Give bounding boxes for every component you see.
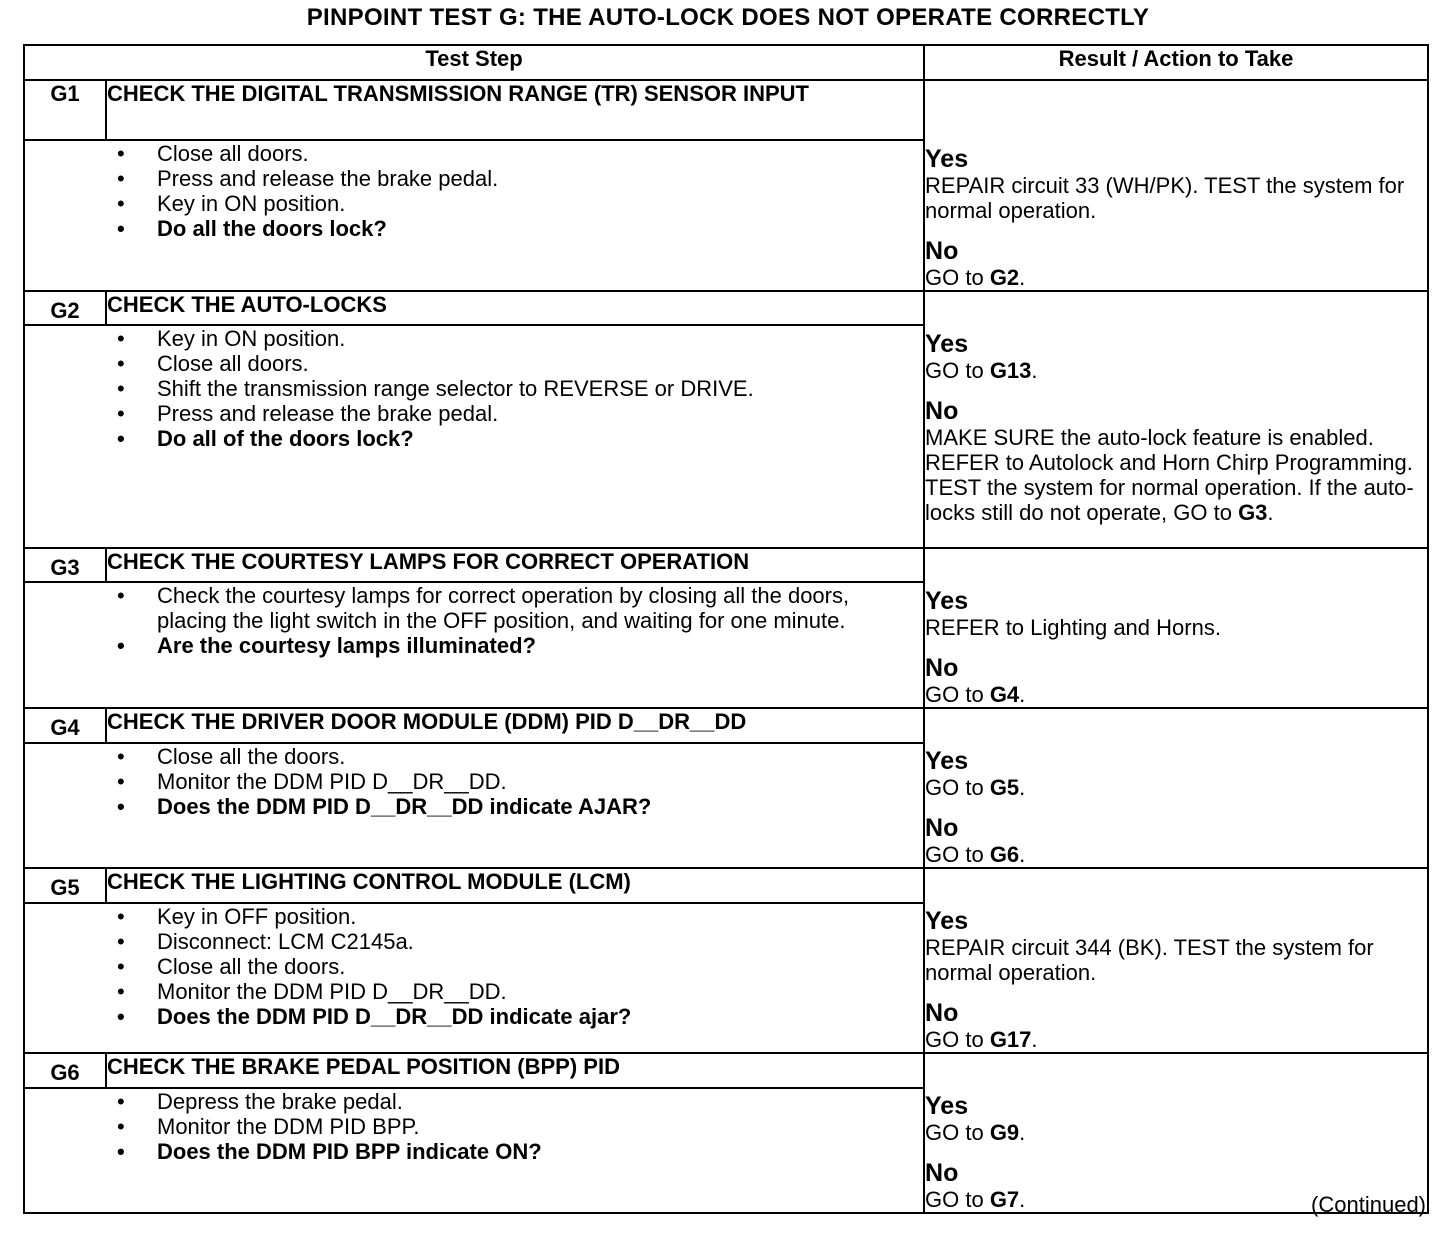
step-item: • Key in ON position.	[157, 326, 923, 351]
no-text: GO to G7.	[925, 1187, 1026, 1212]
step-instructions	[24, 903, 924, 1053]
no-label: No	[925, 237, 959, 265]
result-cell	[924, 708, 1428, 868]
step-instructions	[24, 1088, 924, 1213]
step-title: CHECK THE DRIVER DOOR MODULE (DDM) PID D__DR__DD	[106, 708, 924, 743]
yes-text: REPAIR circuit 33 (WH/PK). TEST the system for normal operation.	[925, 173, 1405, 223]
step-title: CHECK THE LIGHTING CONTROL MODULE (LCM)	[106, 868, 924, 903]
test-row-title	[24, 868, 1428, 903]
yes-text: GO to G9.	[925, 1120, 1026, 1145]
result-cell	[924, 291, 1428, 548]
result-cell	[924, 548, 1428, 708]
test-row-title	[24, 291, 1428, 325]
step-item: • Close all doors.	[157, 351, 923, 376]
step-id: G1	[24, 80, 106, 140]
step-item: • Monitor the DDM PID D__DR__DD.	[157, 979, 923, 1004]
yes-text: GO to G13.	[925, 358, 1038, 383]
step-instructions	[24, 140, 924, 291]
test-row-title	[24, 548, 1428, 582]
result-cell	[924, 1053, 1428, 1213]
step-item: • Press and release the brake pedal.	[157, 166, 923, 191]
yes-label: Yes	[925, 330, 969, 358]
result-cell	[924, 868, 1428, 1053]
step-item: • Monitor the DDM PID BPP.	[157, 1114, 923, 1139]
step-title: CHECK THE AUTO-LOCKS	[106, 291, 924, 325]
test-row-title	[24, 80, 1428, 140]
step-item: • Check the courtesy lamps for correct operation by closing all the doors, placing the light switch in the OFF position, and waiting for one minute.	[157, 583, 883, 633]
step-item: • Close all the doors.	[157, 744, 923, 769]
no-text: GO to G4.	[925, 682, 1026, 707]
yes-label: Yes	[925, 747, 969, 775]
pinpoint-test-table	[23, 44, 1429, 1214]
step-item: • Key in OFF position.	[157, 904, 923, 929]
page-title: PINPOINT TEST G: THE AUTO-LOCK DOES NOT OPERATE CORRECTLY	[306, 4, 1150, 31]
result-header: Result / Action to Take	[924, 45, 1428, 80]
step-question: • Does the DDM PID D__DR__DD indicate ajar?	[157, 1004, 923, 1029]
step-instructions	[24, 325, 924, 548]
no-text: GO to G17.	[925, 1027, 1038, 1052]
yes-text: REFER to Lighting and Horns.	[925, 615, 1221, 640]
step-id: G4	[24, 708, 106, 743]
no-label: No	[925, 814, 959, 842]
step-item: • Close all doors.	[157, 141, 923, 166]
step-title: CHECK THE BRAKE PEDAL POSITION (BPP) PID	[106, 1053, 924, 1088]
test-row-title	[24, 708, 1428, 743]
no-text: MAKE SURE the auto-lock feature is enabled. REFER to Autolock and Horn Chirp Programming. TEST the system for normal operation. If the auto-locks still do not operate, GO to G3.	[925, 425, 1414, 525]
step-instructions	[24, 582, 924, 708]
table-header-row	[24, 45, 1428, 80]
yes-text: REPAIR circuit 344 (BK). TEST the system for normal operation.	[925, 935, 1374, 985]
step-id: G3	[24, 548, 106, 582]
step-item: • Monitor the DDM PID D__DR__DD.	[157, 769, 923, 794]
yes-label: Yes	[925, 1092, 969, 1120]
yes-label: Yes	[925, 587, 969, 615]
step-question: • Do all the doors lock?	[157, 216, 923, 241]
test-row-title	[24, 1053, 1428, 1088]
step-question: • Do all of the doors lock?	[157, 426, 923, 451]
step-item: • Press and release the brake pedal.	[157, 401, 923, 426]
test-step-header: Test Step	[24, 45, 924, 80]
step-question: • Are the courtesy lamps illuminated?	[157, 633, 883, 658]
no-text: GO to G2.	[925, 265, 1026, 290]
no-label: No	[925, 1159, 959, 1187]
no-label: No	[925, 654, 959, 682]
step-question: • Does the DDM PID BPP indicate ON?	[157, 1139, 923, 1164]
step-question: • Does the DDM PID D__DR__DD indicate AJAR?	[157, 794, 923, 819]
step-instructions	[24, 743, 924, 868]
yes-label: Yes	[925, 907, 969, 935]
step-id: G2	[24, 291, 106, 325]
continued-note: (Continued)	[1311, 1192, 1426, 1217]
step-id: G6	[24, 1053, 106, 1088]
yes-label: Yes	[925, 145, 969, 173]
result-cell	[924, 80, 1428, 291]
step-item: • Disconnect: LCM C2145a.	[157, 929, 923, 954]
step-id: G5	[24, 868, 106, 903]
step-title: CHECK THE COURTESY LAMPS FOR CORRECT OPERATION	[106, 548, 924, 582]
no-text: GO to G6.	[925, 842, 1026, 867]
no-label: No	[925, 999, 959, 1027]
step-item: • Shift the transmission range selector to REVERSE or DRIVE.	[157, 376, 923, 401]
yes-text: GO to G5.	[925, 775, 1026, 800]
no-label: No	[925, 397, 959, 425]
step-title: CHECK THE DIGITAL TRANSMISSION RANGE (TR) SENSOR INPUT	[106, 80, 924, 140]
step-item: • Key in ON position.	[157, 191, 923, 216]
step-item: • Close all the doors.	[157, 954, 923, 979]
step-item: • Depress the brake pedal.	[157, 1089, 923, 1114]
